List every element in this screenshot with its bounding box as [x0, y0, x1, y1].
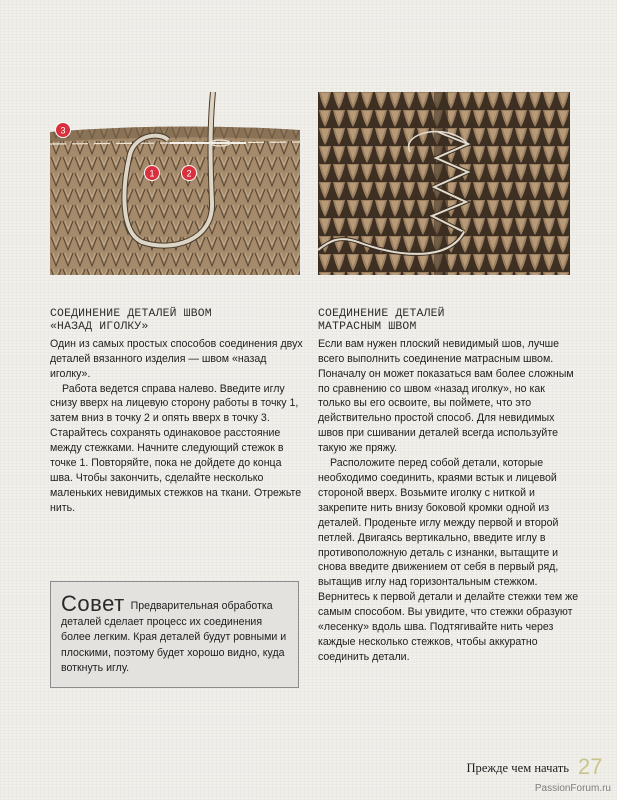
tip-title: Совет	[61, 591, 125, 616]
knit-fabric	[50, 126, 300, 275]
tip-text: Предварительная обработка деталей сделает процесс их соединения более легким. Края деталей будут ровными и плоскими, поэтому будет хорошо видно, куда воткнуть иглу.	[61, 600, 287, 675]
backstitch-diagram	[50, 92, 300, 275]
marker-2	[182, 166, 197, 181]
backstitch-instructions: Работа ведется справа налево. Введите иглу снизу вверх на лицевую сторону работы в точку 1, затем вниз в точку 2 и опять вверх в точку 3. Старайтесь сохранять одинаковое расстояние между стежками. Начните следующий стежок в точке 1. Повторяйте, пока не дойдете до конца шва. Чтобы закончить, сделайте несколько маленьких невидимых стежков на ткани. Отрежьте нить.	[50, 382, 302, 514]
mattress-stitch-heading: СОЕДИНЕНИЕ ДЕТАЛЕЙ МАТРАСНЫМ ШВОМ	[318, 308, 445, 334]
mattress-stitch-illustration	[318, 92, 570, 275]
backstitch-illustration	[50, 92, 300, 275]
backstitch-intro: Один из самых простых способов соединения двух деталей вязанного изделия — швом «назад иголку».	[50, 337, 303, 380]
mattress-stitch-intro: Если вам нужен плоский невидимый шов, лучше всего выполнить соединение матрасным швом. Поначалу он может показаться вам более сложным по сравнению со швом «назад иголку», но как только вы его освоите, вы поймете, что это действительно простой способ. Для невидимых швов при сшивании деталей всегда используйте такую же пряжу.	[318, 337, 574, 455]
mattress-stitch-diagram	[318, 92, 570, 275]
watermark: PassionForum.ru	[534, 783, 611, 794]
section-title: Прежде чем начать	[466, 761, 569, 775]
mattress-stitch-instructions: Расположите перед собой детали, которые необходимо соединить, краями встык и лицевой стороной вверх. Возьмите иголку с ниткой и закрепите нить внизу боковой кромки одной из деталей. Проденьте иглу между первой и второй петлей. Двигаясь вертикально, введите иглу в противоположную деталь с изнанки, вытащите и снова введите движением от себя в первый ряд, вытащив иглу над горизонтальным стежком. Вернитесь к первой детали и делайте стежки тем же самым способом. Вы увидите, что стежки образуют «лесенку» вдоль шва. Подтягивайте нить через каждые несколько стежков, чтобы аккуратно соединить детали.	[318, 457, 579, 663]
marker-3	[56, 123, 71, 138]
svg-text:1: 1	[149, 168, 155, 179]
svg-text:2: 2	[186, 168, 192, 179]
tip-box	[50, 581, 299, 688]
mattress-stitch-section	[318, 308, 580, 665]
backstitch-section	[50, 308, 305, 516]
marker-1	[145, 166, 160, 181]
svg-text:3: 3	[60, 125, 66, 136]
backstitch-heading: СОЕДИНЕНИЕ ДЕТАЛЕЙ ШВОМ «НАЗАД ИГОЛКУ»	[50, 308, 212, 334]
page-number: 27	[578, 754, 603, 779]
